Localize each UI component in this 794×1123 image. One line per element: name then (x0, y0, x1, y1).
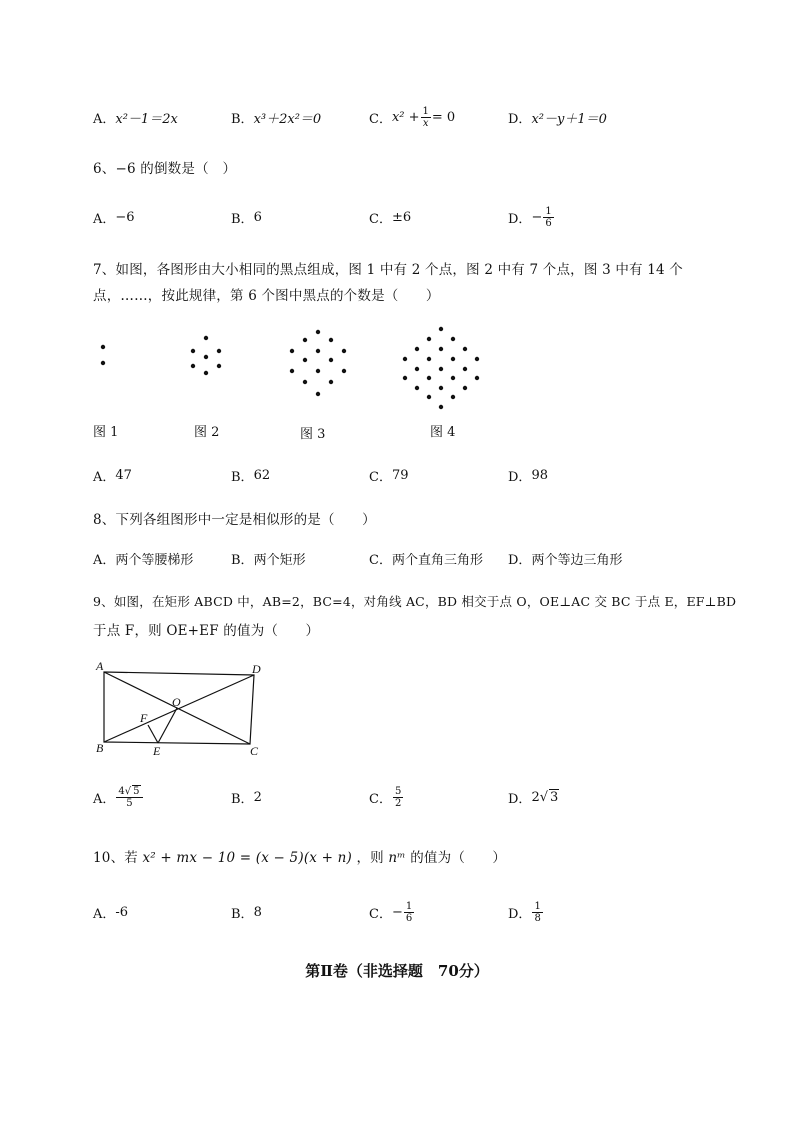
dot-figure-1 (101, 345, 105, 365)
q10-stem-pre: 10、若 (93, 850, 138, 866)
point-f-label: F (140, 711, 148, 725)
radicand: 3 (550, 790, 559, 805)
fraction-numerator: 5 (394, 785, 402, 797)
radicand: 5 (133, 785, 140, 797)
point-d-label: D (252, 662, 261, 676)
fraction-denominator: 5 (126, 797, 133, 809)
option-label: D． (508, 469, 532, 485)
q8-options (93, 543, 733, 573)
option-label: D． (508, 111, 532, 127)
segment-ef (148, 725, 158, 743)
q7-option-a[interactable] (93, 460, 132, 490)
q10-option-d[interactable] (508, 897, 544, 927)
option-label: C． (369, 552, 392, 568)
q10-power: nᵐ (388, 850, 406, 866)
q7-stem-line2: 点，……，按此规律，第 6 个图中黑点的个数是（ ） (93, 288, 440, 304)
dot-figure-3 (290, 330, 346, 396)
option-sign: − (531, 209, 543, 225)
option-label: B． (231, 469, 254, 485)
fraction (393, 786, 403, 809)
option-expr: x³＋2x²＝0 (253, 111, 322, 127)
q8-option-c[interactable] (369, 543, 483, 573)
option-expr: x²－1＝2x (115, 111, 178, 127)
fraction-numerator: 1 (545, 205, 552, 217)
q5-option-b[interactable] (231, 102, 321, 132)
option-label: A． (93, 111, 116, 127)
q7-options (93, 460, 733, 490)
q5-option-a[interactable] (93, 102, 178, 132)
option-label: D． (508, 552, 532, 568)
fraction-denominator: 8 (534, 912, 541, 924)
option-label: B． (231, 552, 254, 568)
q10-options (93, 897, 733, 927)
option-text: 47 (115, 467, 132, 483)
q10-option-b[interactable] (231, 897, 262, 927)
option-label: C． (369, 906, 392, 922)
q8-option-b[interactable] (231, 543, 306, 573)
q8-option-d[interactable] (508, 543, 622, 573)
q9-option-a[interactable] (93, 782, 144, 812)
q10-stem-post: 的值为（ ） (410, 850, 507, 866)
q10-equation: x² + mx − 10 = (x − 5)(x + n) (142, 850, 352, 866)
fraction (543, 206, 553, 229)
q9-options (93, 782, 733, 812)
option-label: A． (93, 552, 116, 568)
option-expr: x²－y＋1＝0 (531, 111, 607, 127)
option-label: B． (231, 791, 254, 807)
option-text: 两个等腰梯形 (115, 552, 194, 568)
q7-option-c[interactable] (369, 460, 409, 490)
point-e-label: E (153, 744, 161, 758)
option-label: B． (231, 111, 254, 127)
fraction (116, 786, 142, 809)
rectangle-diagram (90, 658, 270, 758)
fraction (421, 106, 431, 129)
option-text: 两个矩形 (253, 552, 306, 568)
fraction-denominator: 2 (394, 797, 402, 809)
option-text: ±6 (391, 209, 412, 225)
dot-figure-4 (403, 327, 479, 409)
option-text: 98 (531, 467, 548, 483)
option-text: −6 (115, 209, 135, 225)
fraction (532, 901, 542, 924)
fraction-numerator: 1 (534, 900, 541, 912)
radical-coefficient: 2 (531, 789, 540, 805)
point-a-label: A (96, 659, 104, 673)
figure-label-3: 图 3 (300, 427, 326, 442)
q6-option-a[interactable] (93, 202, 135, 232)
option-label: C． (369, 469, 392, 485)
q5-option-c[interactable] (369, 102, 455, 132)
q10-stem-mid: ，则 (356, 850, 384, 866)
option-text: 6 (253, 209, 262, 225)
option-label: C． (369, 791, 392, 807)
fraction-numerator: 1 (422, 105, 429, 117)
option-expr-post: = 0 (431, 109, 456, 125)
figure-label-2: 图 2 (194, 425, 220, 440)
point-c-label: C (250, 744, 259, 758)
point-b-label: B (96, 741, 104, 755)
section-title: 第Ⅱ卷（非选择题 70分） (305, 962, 489, 980)
q6-option-d[interactable] (508, 202, 555, 232)
q10-option-c[interactable] (369, 897, 415, 927)
fraction-denominator: 6 (405, 912, 413, 924)
option-label: C． (369, 111, 392, 127)
option-label: D． (508, 211, 532, 227)
q9-option-b[interactable] (231, 782, 262, 812)
q8-option-a[interactable] (93, 543, 193, 573)
q6-option-b[interactable] (231, 202, 262, 232)
fraction-numerator: 1 (405, 900, 413, 912)
q7-stem-line1: 7、如图，各图形由大小相同的黑点组成，图 1 中有 2 个点，图 2 中有 7 个点，图 3 中有 14 个 (93, 262, 684, 278)
q10-option-a[interactable] (93, 897, 128, 927)
option-label: D． (508, 791, 532, 807)
q9-option-c[interactable] (369, 782, 404, 812)
option-text: 62 (253, 467, 271, 483)
option-label: C． (369, 211, 392, 227)
option-label: B． (231, 211, 254, 227)
figure-label-4: 图 4 (430, 425, 456, 440)
q7-option-b[interactable] (231, 460, 270, 490)
figure-label-1: 图 1 (93, 425, 119, 440)
fraction-denominator: x (422, 117, 429, 129)
q8-stem: 8、下列各组图形中一定是相似形的是（ ） (93, 512, 376, 528)
option-text: 79 (391, 467, 409, 483)
option-label: D． (508, 906, 532, 922)
q5-option-d[interactable] (508, 102, 607, 132)
option-sign: − (391, 904, 403, 920)
fraction (404, 901, 414, 924)
option-label: A． (93, 211, 116, 227)
q10-stem (93, 846, 506, 866)
radical-coefficient: 4 (118, 785, 125, 797)
option-text: 两个直角三角形 (391, 552, 483, 568)
option-label: A． (93, 791, 116, 807)
q5-options (93, 102, 733, 132)
q7-option-d[interactable] (508, 460, 548, 490)
q9-stem-line1: 9、如图，在矩形 ABCD 中，AB=2，BC=4，对角线 AC，BD 相交于点 O，OE⊥AC 交 BC 于点 E，EF⊥BD (93, 594, 737, 609)
fraction-denominator: 6 (545, 217, 552, 229)
fraction-numerator: 4√ 5 (116, 786, 142, 798)
dot-figure-2 (191, 336, 221, 375)
option-label: A． (93, 906, 116, 922)
q6-options (93, 202, 733, 232)
q6-option-c[interactable] (369, 202, 411, 232)
option-expr-pre: x² + (391, 109, 420, 125)
point-o-label: O (172, 695, 181, 709)
dot-pattern-figures (80, 320, 520, 420)
option-text: 两个等边三角形 (531, 552, 623, 568)
q6-stem: 6、−6 的倒数是（ ） (93, 161, 237, 177)
q9-option-d[interactable]: D． 2 √ 3 (508, 789, 559, 807)
option-label: A． (93, 469, 116, 485)
q9-stem-line2: 于点 F，则 OE+EF 的值为（ ） (93, 623, 320, 639)
option-text: -6 (115, 904, 129, 920)
option-text: 2 (253, 789, 262, 805)
option-label: B． (231, 906, 254, 922)
option-text: 8 (253, 904, 262, 920)
